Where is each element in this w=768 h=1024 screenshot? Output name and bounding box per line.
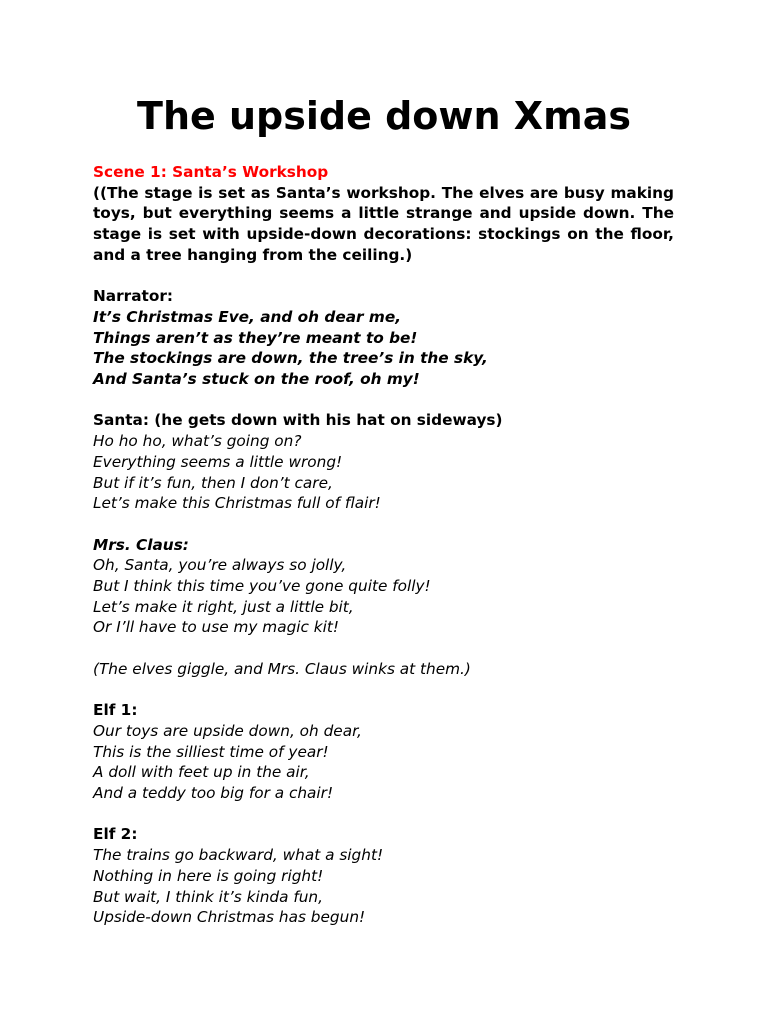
scene-heading: Scene 1: Santa’s Workshop	[93, 163, 329, 181]
mrs-claus-block	[93, 535, 674, 639]
stage-aside: (The elves giggle, and Mrs. Claus winks at them.)	[93, 659, 471, 678]
aside-block	[93, 659, 674, 680]
mrs-claus-line: But I think this time you’ve gone quite folly!	[93, 577, 431, 596]
mrs-claus-line: Oh, Santa, you’re always so jolly,	[93, 556, 347, 575]
santa-block	[93, 410, 674, 514]
speaker-santa: Santa: (he gets down with his hat on sideways)	[93, 411, 503, 430]
elf2-line: But wait, I think it’s kinda fun,	[93, 887, 323, 906]
speaker-narrator: Narrator:	[93, 287, 174, 306]
narrator-line: And Santa’s stuck on the roof, oh my!	[93, 370, 420, 389]
elf1-line: This is the silliest time of year!	[93, 742, 329, 761]
narrator-line: The stockings are down, the tree’s in the sky,	[93, 349, 488, 368]
elf1-line: A doll with feet up in the air,	[93, 763, 310, 782]
speaker-elf2: Elf 2:	[93, 825, 138, 844]
script-content	[93, 162, 674, 928]
document-title: The upside down Xmas	[137, 94, 631, 138]
elf2-block	[93, 824, 674, 928]
santa-line: Let’s make this Christmas full of flair!	[93, 494, 381, 513]
narrator-line: It’s Christmas Eve, and oh dear me,	[93, 307, 402, 326]
elf1-line: Our toys are upside down, oh dear,	[93, 721, 362, 740]
elf1-line: And a teddy too big for a chair!	[93, 784, 334, 803]
stage-direction: ((The stage is set as Santa’s workshop. The elves are busy making toys, but everything seems a little strange and upside down. The stage is set with upside-down decorations: stockings on the floor, and a tree hanging from the ceiling.)	[93, 183, 674, 264]
mrs-claus-line: Or I’ll have to use my magic kit!	[93, 618, 340, 637]
mrs-claus-line: Let’s make it right, just a little bit,	[93, 597, 354, 616]
elf2-line: Upside-down Christmas has begun!	[93, 908, 366, 927]
speaker-elf1: Elf 1:	[93, 701, 138, 720]
elf2-line: Nothing in here is going right!	[93, 866, 324, 885]
narrator-line: Things aren’t as they’re meant to be!	[93, 328, 418, 347]
santa-line: But if it’s fun, then I don’t care,	[93, 473, 333, 492]
santa-line: Everything seems a little wrong!	[93, 452, 343, 471]
elf1-block	[93, 700, 674, 804]
speaker-mrs-claus: Mrs. Claus:	[93, 535, 189, 554]
elf2-line: The trains go backward, what a sight!	[93, 846, 384, 865]
santa-line: Ho ho ho, what’s going on?	[93, 432, 302, 451]
narrator-block	[93, 286, 674, 390]
